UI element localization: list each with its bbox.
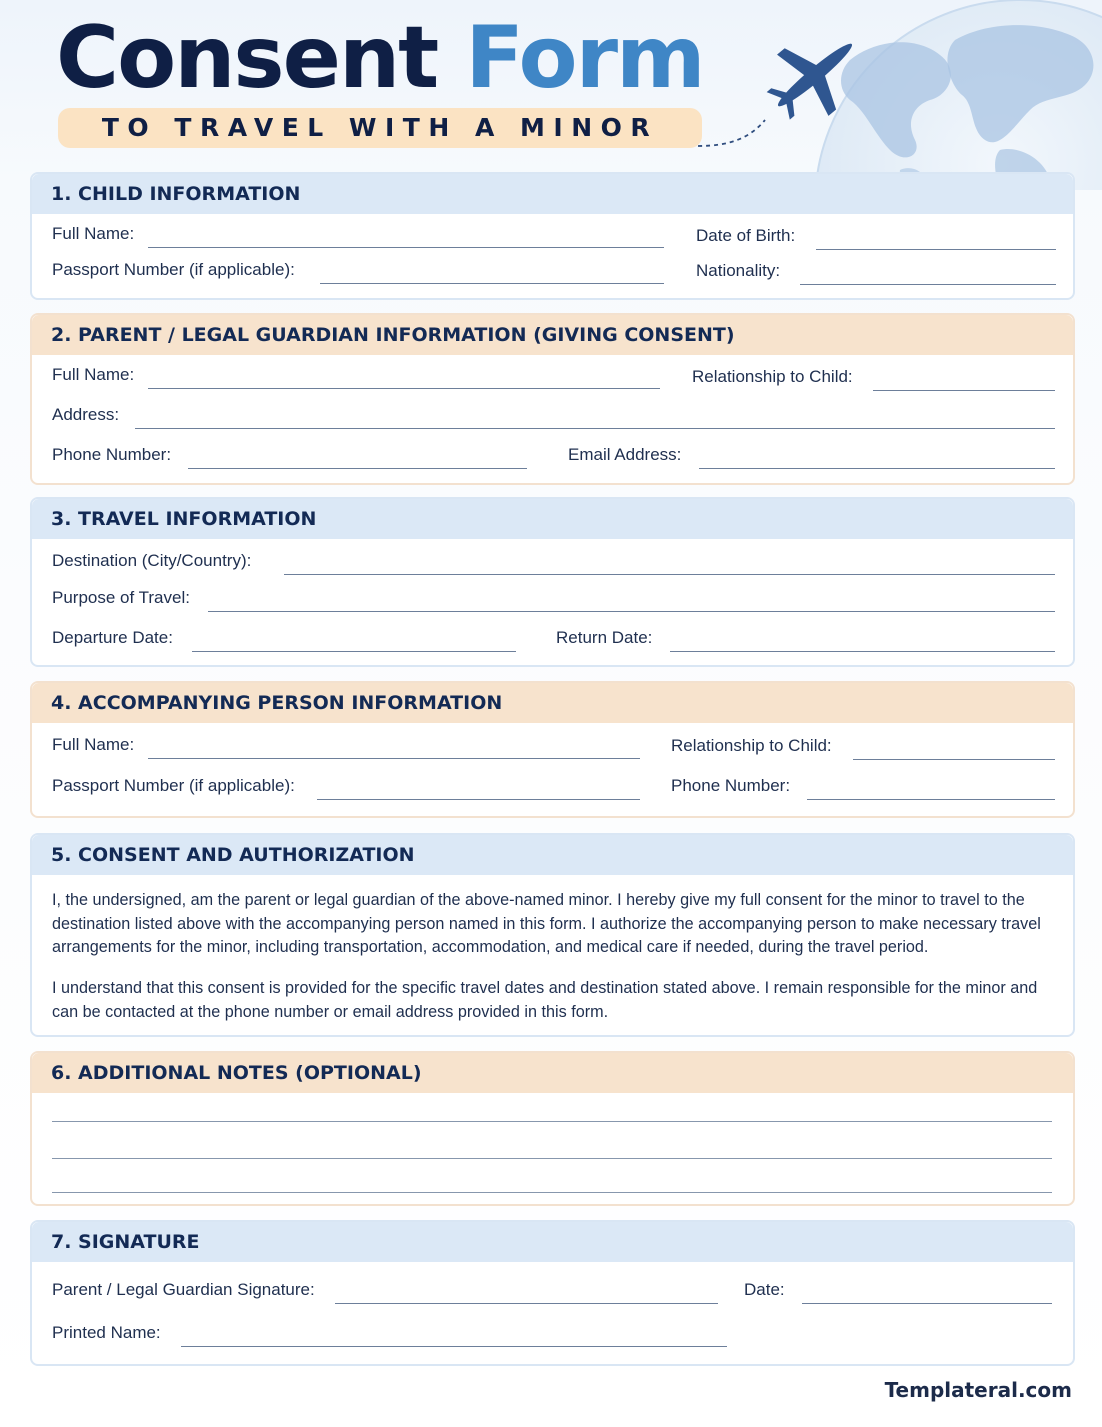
field-line [208,611,1055,612]
page-subtitle: TO TRAVEL WITH A MINOR [101,113,659,142]
consent-paragraph-1: I, the undersigned, am the parent or legal guardian of the above-named minor. I hereby give my full consent for the minor to travel to the destination listed above with the accompanying person named in this form. I authorize the accompanying person to make necessary travel arrangements for the minor, including transportation, accommodation, and medical care if needed, during the travel period. [52,891,1041,956]
field-label: Purpose of Travel: [52,588,190,607]
field-label: Full Name: [52,365,135,384]
field-line [148,758,640,759]
signature-date-field[interactable] [744,1278,1052,1304]
field-label: Relationship to Child: [692,367,853,386]
travel-destination-field[interactable] [52,549,1055,575]
notes-line-1[interactable] [52,1121,1052,1122]
field-line [284,574,1055,575]
field-line [317,799,640,800]
parent-email-field[interactable] [568,443,1055,469]
accompanying-phone-field[interactable] [671,774,1055,800]
field-line [135,428,1055,429]
field-label: Date of Birth: [696,226,796,245]
field-line [816,249,1056,250]
section-parent-information [30,313,1075,485]
field-line [335,1303,718,1304]
section-accompanying-person [30,681,1075,818]
field-label: Passport Number (if applicable): [52,776,295,795]
page-title [56,8,704,108]
field-label: Phone Number: [671,776,791,795]
child-full-name-field[interactable] [52,222,664,248]
field-label: Printed Name: [52,1323,161,1342]
accompanying-full-name-field[interactable] [52,733,640,759]
notes-line-3[interactable] [52,1192,1052,1193]
field-label: Nationality: [696,261,781,280]
field-line [807,799,1055,800]
field-label: Parent / Legal Guardian Signature: [52,1280,315,1299]
airplane-icon [690,30,890,160]
child-passport-field[interactable] [52,258,664,284]
field-label: Departure Date: [52,628,173,647]
printed-name-field[interactable] [52,1321,727,1347]
form-header [0,0,1102,170]
field-line [188,468,527,469]
section-title: 5. CONSENT AND AUTHORIZATION [32,835,1073,875]
field-line [853,759,1055,760]
accompanying-relationship-field[interactable] [671,734,1055,760]
parent-relationship-field[interactable] [692,365,1055,391]
field-label: Email Address: [568,445,682,464]
field-line [873,390,1055,391]
section-child-information [30,172,1075,300]
field-label: Date: [744,1280,785,1299]
section-title: 1. CHILD INFORMATION [32,174,1073,214]
field-label: Return Date: [556,628,653,647]
field-line [699,468,1055,469]
field-line [148,388,660,389]
parent-full-name-field[interactable] [52,363,660,389]
travel-departure-field[interactable] [52,626,516,652]
footer-brand: Templateral.com [884,1378,1072,1402]
field-label: Destination (City/Country): [52,551,252,570]
section-travel-information [30,497,1075,667]
section-title: 6. ADDITIONAL NOTES (OPTIONAL) [32,1053,1073,1093]
child-nationality-field[interactable] [696,259,1056,285]
field-label: Passport Number (if applicable): [52,260,295,279]
child-date-of-birth-field[interactable] [696,224,1056,250]
notes-line-2[interactable] [52,1158,1052,1159]
field-line [670,651,1055,652]
section-consent-authorization [30,833,1075,1037]
field-line [148,247,664,248]
field-label: Address: [52,405,120,424]
guardian-signature-field[interactable] [52,1278,718,1304]
field-line [181,1346,727,1347]
field-line [802,1303,1052,1304]
section-additional-notes [30,1051,1075,1206]
section-title: 4. ACCOMPANYING PERSON INFORMATION [32,683,1073,723]
field-line [192,651,516,652]
section-title: 2. PARENT / LEGAL GUARDIAN INFORMATION (GIVING CONSENT) [32,315,1073,355]
field-label: Phone Number: [52,445,172,464]
accompanying-passport-field[interactable] [52,774,640,800]
field-label: Full Name: [52,224,135,243]
field-label: Full Name: [52,735,135,754]
section-title: 7. SIGNATURE [32,1222,1073,1262]
parent-address-field[interactable] [52,403,1055,429]
travel-purpose-field[interactable] [52,586,1055,612]
field-label: Relationship to Child: [671,736,832,755]
travel-return-field[interactable] [556,626,1055,652]
title-form: Form [465,8,704,108]
field-line [800,284,1056,285]
section-signature [30,1220,1075,1366]
field-line [320,283,664,284]
section-title: 3. TRAVEL INFORMATION [32,499,1073,539]
parent-phone-field[interactable] [52,443,527,469]
consent-paragraph-2: I understand that this consent is provided for the specific travel dates and destination stated above. I remain responsible for the minor and can be contacted at the phone number or email address provided in this form. [52,979,1038,1021]
title-consent: Consent [56,8,438,108]
